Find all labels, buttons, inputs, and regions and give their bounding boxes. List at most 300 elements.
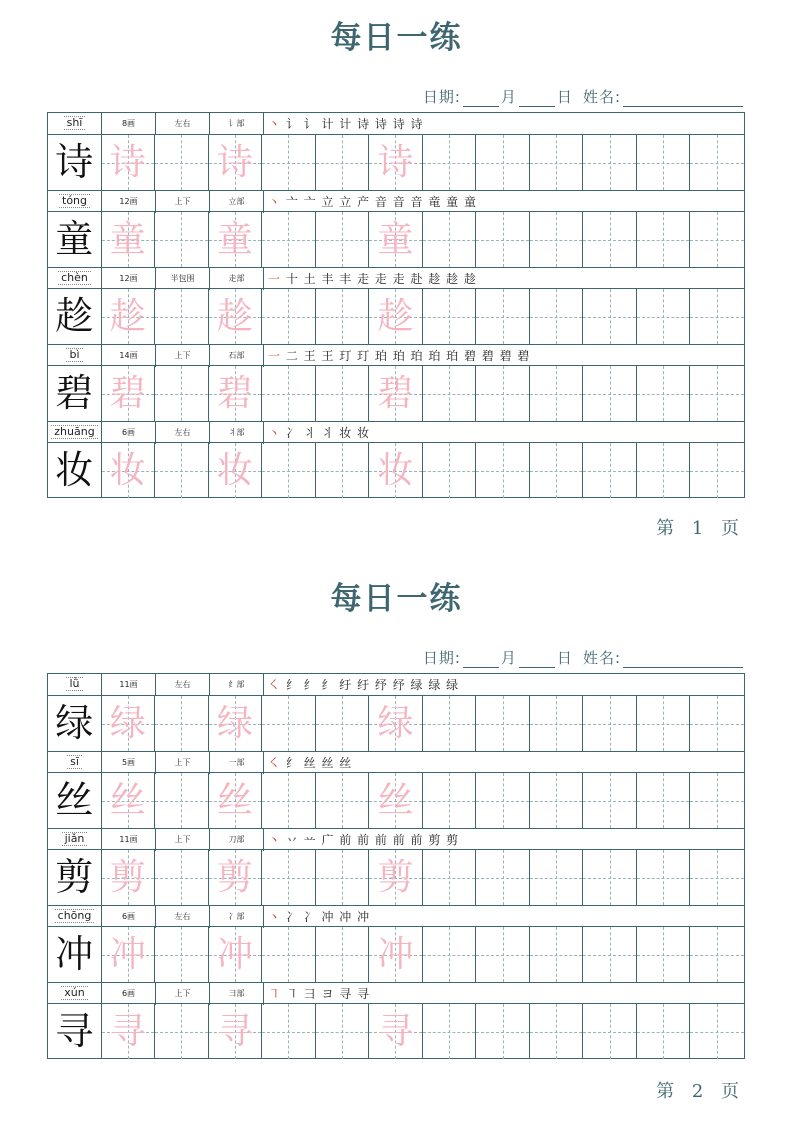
writing-box[interactable] [262,289,316,344]
writing-box[interactable] [530,850,584,905]
trace-box[interactable] [369,212,423,267]
structure-label: 上下 [156,752,210,774]
stroke-count: 14画 [102,345,156,367]
character-row [48,905,744,982]
writing-box[interactable] [262,212,316,267]
writing-box[interactable] [316,443,370,498]
writing-box[interactable] [530,443,584,498]
info-strip [48,113,744,135]
info-strip [48,344,744,366]
writing-box[interactable] [423,443,477,498]
info-strip [48,267,744,289]
pinyin-text: sī [67,755,82,769]
stroke-count: 11画 [102,674,156,696]
info-strip [48,905,744,927]
trace-box[interactable] [369,927,423,982]
writing-boxes [48,135,744,190]
first-stroke: 丶 [268,426,282,440]
day-label: 日 [556,649,573,667]
writing-box[interactable] [476,366,530,421]
pinyin-cell [48,674,102,696]
radical-label: 纟部 [210,674,264,696]
radical-label: 刀部 [210,829,264,851]
writing-box[interactable] [530,212,584,267]
model-character [48,850,102,905]
model-character [48,289,102,344]
first-stroke: 丶 [268,195,282,209]
pinyin-cell [48,113,102,135]
trace-box[interactable] [209,850,263,905]
trace-box[interactable] [102,443,156,498]
trace-box[interactable] [209,696,263,751]
stroke-count: 12画 [102,191,156,213]
writing-box[interactable] [423,850,477,905]
writing-box[interactable] [423,1004,477,1059]
model-character [48,1004,102,1059]
structure-label: 左右 [156,906,210,928]
trace-char-text: 趁 [377,296,414,337]
model-char-text: 碧 [55,371,94,415]
pinyin-cell [48,345,102,367]
first-stroke: ㇕ [268,987,282,1001]
trace-box[interactable] [102,696,156,751]
structure-label: 上下 [156,191,210,213]
writing-box[interactable] [637,289,691,344]
writing-box[interactable] [637,366,691,421]
stroke-count: 12画 [102,268,156,290]
model-char-text: 冲 [55,932,94,976]
pinyin-cell [48,829,102,851]
writing-box[interactable] [690,696,744,751]
structure-label: 上下 [156,345,210,367]
radical-label: 彐部 [210,983,264,1005]
trace-box[interactable] [369,289,423,344]
trace-box[interactable] [102,773,156,828]
writing-box[interactable] [637,443,691,498]
model-character [48,135,102,190]
writing-box[interactable] [690,135,744,190]
trace-box[interactable] [102,289,156,344]
structure-label: 左右 [156,422,210,444]
writing-box[interactable] [637,135,691,190]
writing-box[interactable] [583,443,637,498]
day-blank[interactable] [519,652,555,668]
trace-char-text: 趁 [109,296,146,337]
writing-box[interactable] [690,850,744,905]
trace-char-text: 诗 [216,142,253,183]
radical-label: 立部 [210,191,264,213]
stroke-sequence: 冫 冫 冲 冲 冲 [281,910,371,924]
trace-char-text: 冲 [216,934,253,975]
date-label: 日期: [422,88,461,106]
writing-box[interactable] [476,1004,530,1059]
writing-box[interactable] [476,212,530,267]
month-label: 月 [500,649,517,667]
stroke-order [264,906,744,928]
trace-char-text: 丝 [377,780,414,821]
pinyin-text: chōng [55,909,95,923]
writing-box[interactable] [530,927,584,982]
first-stroke: 一 [268,349,282,363]
page-title: 每日一练 [330,20,463,56]
trace-box[interactable] [209,927,263,982]
trace-box[interactable] [209,366,263,421]
trace-char-text: 绿 [216,703,253,744]
info-strip [48,190,744,212]
writing-box[interactable] [637,696,691,751]
trace-char-text: 诗 [377,142,414,183]
pinyin-text: lǜ [66,677,82,691]
writing-box[interactable] [583,135,637,190]
writing-box[interactable] [155,366,209,421]
model-character [48,366,102,421]
stroke-sequence: 十 土 丰 丰 走 走 走 赴 趁 趁 趁 [281,272,477,286]
trace-char-text: 碧 [109,373,146,414]
trace-box[interactable] [209,443,263,498]
stroke-count: 8画 [102,113,156,135]
stroke-count: 11画 [102,829,156,851]
writing-box[interactable] [262,850,316,905]
character-row [48,113,744,190]
model-character [48,443,102,498]
character-row [48,751,744,828]
writing-box[interactable] [690,443,744,498]
pinyin-cell [48,268,102,290]
trace-box[interactable] [369,773,423,828]
first-stroke: 丶 [268,117,282,131]
writing-box[interactable] [155,773,209,828]
first-stroke: 丶 [268,833,282,847]
trace-box[interactable] [369,135,423,190]
first-stroke: ㇛ [268,678,282,692]
writing-box[interactable] [155,850,209,905]
pinyin-text: zhuāng [51,425,97,439]
trace-box[interactable] [102,927,156,982]
trace-box[interactable] [102,212,156,267]
structure-label: 左右 [156,113,210,135]
writing-box[interactable] [316,1004,370,1059]
writing-box[interactable] [637,212,691,267]
trace-box[interactable] [369,696,423,751]
writing-box[interactable] [423,289,477,344]
stroke-order [264,113,744,135]
trace-char-text: 诗 [109,142,146,183]
writing-boxes [48,212,744,267]
stroke-order [264,268,744,290]
radical-label: 丬部 [210,422,264,444]
trace-box[interactable] [369,443,423,498]
model-character [48,212,102,267]
character-row [48,828,744,905]
writing-boxes [48,850,744,905]
writing-box[interactable] [583,366,637,421]
writing-box[interactable] [423,366,477,421]
writing-box[interactable] [155,927,209,982]
writing-box[interactable] [530,773,584,828]
writing-box[interactable] [476,850,530,905]
day-label: 日 [556,88,573,106]
writing-box[interactable] [262,366,316,421]
character-row [48,190,744,267]
stroke-sequence: ㇕ 彐 ヨ 寻 寻 [281,987,371,1001]
stroke-order [264,752,744,774]
model-char-text: 诗 [55,140,94,184]
stroke-count: 6画 [102,422,156,444]
info-strip [48,421,744,443]
trace-char-text: 童 [377,219,414,260]
trace-char-text: 冲 [377,934,414,975]
trace-char-text: 妆 [377,450,414,491]
model-character [48,773,102,828]
trace-char-text: 寻 [377,1011,414,1052]
trace-char-text: 绿 [377,703,414,744]
practice-grid [47,673,745,1059]
pinyin-text: chèn [58,271,91,285]
trace-box[interactable] [209,212,263,267]
writing-box[interactable] [583,212,637,267]
writing-box[interactable] [690,212,744,267]
model-char-text: 趁 [55,294,94,338]
writing-box[interactable] [423,696,477,751]
model-character [48,927,102,982]
stroke-sequence: 讠 讠 计 计 诗 诗 诗 诗 [281,117,424,131]
trace-box[interactable] [369,850,423,905]
date-name-header [423,86,745,107]
writing-box[interactable] [690,1004,744,1059]
trace-char-text: 童 [109,219,146,260]
pinyin-cell [48,983,102,1005]
page-title: 每日一练 [330,581,463,617]
writing-box[interactable] [690,927,744,982]
trace-char-text: 冲 [109,934,146,975]
pinyin-text: shī [64,116,86,130]
date-label: 日期: [422,649,461,667]
writing-boxes [48,366,744,421]
trace-box[interactable] [102,1004,156,1059]
writing-box[interactable] [316,212,370,267]
writing-boxes [48,927,744,982]
writing-box[interactable] [476,773,530,828]
writing-box[interactable] [155,135,209,190]
structure-label: 左右 [156,674,210,696]
trace-box[interactable] [102,850,156,905]
stroke-sequence: 亠 亠 立 立 产 音 音 音 竜 童 童 [281,195,477,209]
trace-char-text: 趁 [216,296,253,337]
trace-char-text: 丝 [109,780,146,821]
info-strip [48,828,744,850]
writing-box[interactable] [155,1004,209,1059]
trace-box[interactable] [369,1004,423,1059]
trace-char-text: 丝 [216,780,253,821]
model-char-text: 寻 [55,1009,94,1053]
trace-char-text: 剪 [377,857,414,898]
pinyin-cell [48,752,102,774]
model-char-text: 绿 [55,701,94,745]
practice-grid [47,112,745,498]
writing-box[interactable] [262,1004,316,1059]
trace-box[interactable] [209,289,263,344]
stroke-sequence: 纟 纟 纟 纡 纡 纾 纾 绿 绿 绿 [281,678,460,692]
trace-char-text: 童 [216,219,253,260]
writing-box[interactable] [316,696,370,751]
trace-char-text: 碧 [216,373,253,414]
radical-label: 石部 [210,345,264,367]
trace-box[interactable] [102,366,156,421]
writing-box[interactable] [262,696,316,751]
pinyin-cell [48,906,102,928]
writing-box[interactable] [316,927,370,982]
structure-label: 上下 [156,983,210,1005]
writing-box[interactable] [583,773,637,828]
writing-box[interactable] [155,289,209,344]
radical-label: 讠部 [210,113,264,135]
info-strip [48,982,744,1004]
page-number: 第 2 页 [656,1081,745,1102]
stroke-sequence: 二 王 王 玎 玎 珀 珀 珀 珀 珀 碧 碧 碧 碧 [281,349,531,363]
trace-char-text: 寻 [109,1011,146,1052]
writing-box[interactable] [583,289,637,344]
writing-box[interactable] [476,289,530,344]
stroke-order [264,983,744,1005]
writing-box[interactable] [262,443,316,498]
stroke-count: 6画 [102,983,156,1005]
model-char-text: 剪 [55,855,94,899]
model-char-text: 丝 [55,778,94,822]
trace-box[interactable] [369,366,423,421]
writing-box[interactable] [476,927,530,982]
trace-box[interactable] [102,135,156,190]
writing-box[interactable] [262,135,316,190]
writing-box[interactable] [637,1004,691,1059]
stroke-order [264,829,744,851]
writing-box[interactable] [423,927,477,982]
writing-boxes [48,289,744,344]
writing-box[interactable] [423,212,477,267]
info-strip [48,751,744,773]
character-row [48,421,744,498]
writing-box[interactable] [583,927,637,982]
month-blank[interactable] [463,652,499,668]
writing-box[interactable] [690,289,744,344]
trace-box[interactable] [209,135,263,190]
structure-label: 上下 [156,829,210,851]
month-blank[interactable] [463,91,499,107]
month-label: 月 [500,88,517,106]
writing-box[interactable] [155,443,209,498]
writing-box[interactable] [690,773,744,828]
stroke-order [264,674,744,696]
page-number: 第 1 页 [656,518,745,539]
writing-boxes [48,773,744,828]
writing-box[interactable] [316,850,370,905]
writing-box[interactable] [262,773,316,828]
writing-box[interactable] [423,135,477,190]
writing-box[interactable] [530,289,584,344]
first-stroke: 丶 [268,910,282,924]
trace-char-text: 寻 [216,1011,253,1052]
writing-box[interactable] [316,289,370,344]
writing-box[interactable] [583,1004,637,1059]
name-blank[interactable] [623,652,743,668]
writing-box[interactable] [476,135,530,190]
stroke-sequence: 冫 丬 丬 妆 妆 [281,426,371,440]
writing-box[interactable] [637,850,691,905]
pinyin-cell [48,191,102,213]
trace-char-text: 碧 [377,373,414,414]
stroke-order [264,191,744,213]
character-row [48,982,744,1059]
stroke-order [264,422,744,444]
trace-char-text: 剪 [216,857,253,898]
writing-boxes [48,443,744,498]
writing-box[interactable] [530,696,584,751]
pinyin-text: bì [66,348,82,362]
writing-box[interactable] [423,773,477,828]
character-row [48,674,744,751]
pinyin-cell [48,422,102,444]
trace-box[interactable] [209,1004,263,1059]
writing-box[interactable] [530,366,584,421]
date-name-header [423,647,745,668]
radical-label: 走部 [210,268,264,290]
trace-char-text: 妆 [216,450,253,491]
name-label: 姓名: [582,649,621,667]
day-blank[interactable] [519,91,555,107]
model-char-text: 妆 [55,448,94,492]
writing-box[interactable] [583,850,637,905]
pinyin-text: jiǎn [62,832,88,846]
trace-char-text: 妆 [109,450,146,491]
writing-box[interactable] [316,135,370,190]
writing-box[interactable] [316,366,370,421]
name-blank[interactable] [623,91,743,107]
writing-box[interactable] [262,927,316,982]
writing-box[interactable] [637,927,691,982]
writing-box[interactable] [530,135,584,190]
model-char-text: 童 [55,217,94,261]
stroke-sequence: 纟 丝 丝 丝 [281,756,353,770]
stroke-sequence: 丷 䒑 广 前 前 前 前 前 剪 剪 [281,833,460,847]
first-stroke: ㇛ [268,756,282,770]
radical-label: 冫部 [210,906,264,928]
writing-box[interactable] [316,773,370,828]
model-character [48,696,102,751]
character-row [48,344,744,421]
writing-box[interactable] [637,773,691,828]
pinyin-text: xún [61,986,87,1000]
trace-char-text: 绿 [109,703,146,744]
writing-box[interactable] [155,696,209,751]
writing-box[interactable] [530,1004,584,1059]
writing-boxes [48,1004,744,1059]
writing-box[interactable] [583,696,637,751]
writing-boxes [48,696,744,751]
trace-box[interactable] [209,773,263,828]
character-row [48,267,744,344]
worksheet-page [0,561,793,1122]
pinyin-text: tóng [59,194,90,208]
stroke-count: 6画 [102,906,156,928]
writing-box[interactable] [690,366,744,421]
writing-box[interactable] [476,443,530,498]
stroke-order [264,345,744,367]
first-stroke: 一 [268,272,282,286]
trace-char-text: 剪 [109,857,146,898]
writing-box[interactable] [155,212,209,267]
writing-box[interactable] [476,696,530,751]
name-label: 姓名: [582,88,621,106]
radical-label: 一部 [210,752,264,774]
